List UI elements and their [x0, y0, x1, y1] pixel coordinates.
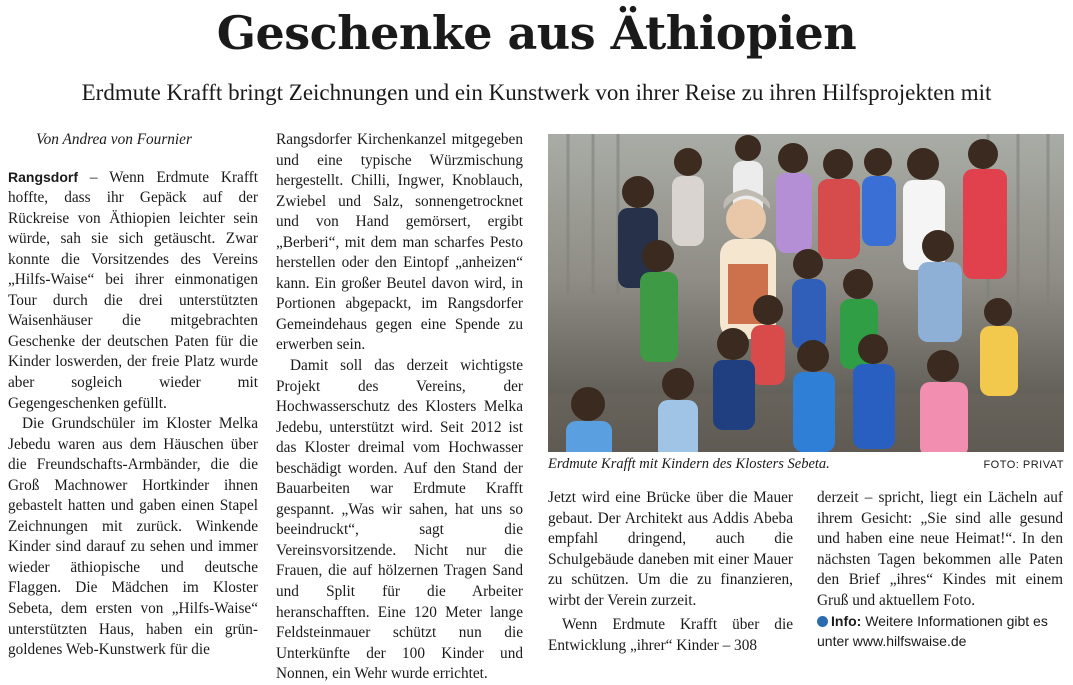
group-photo-illustration: [548, 134, 1064, 452]
article-column-3: [548, 488, 793, 656]
paragraph: Wenn Erdmute Krafft über die Entwicklung „ihrer“ Kinder – 308: [548, 616, 793, 654]
paragraph: Damit soll das derzeit wichtigste Projekt des Vereins, der Hochwasserschutz des Klosters Melka Jedebu, unterstützt wird. Seit 2012 ist das Kloster dreimal vom Hochwasser beschädigt worden. Auf den Stand der Bauarbeiten war Erdmute Krafft gespannt. „Was wir sahen, hat uns so beeindruckt“, sagt die Vereinsvorsitzende. Nicht nur die Frauen, die auf hölzernen Tragen Sand und Split für die Arbeiter heranschafften. Eine 120 Meter lange Feldsteinmauer schützt nun die Unterkünfte der 100 Kinder und Nonnen, ein Wehr wurde errichtet.: [276, 357, 523, 683]
paragraph: [8, 167, 258, 415]
info-text: Weitere Informationen gibt es unter www.hilfswaise.de: [817, 613, 1048, 650]
headline: Geschenke aus Äthiopien: [216, 6, 857, 60]
paragraph: derzeit – spricht, liegt ein Lächeln auf ihrem Gesicht: „Sie sind alle gesund und haben eine neue Heimat!“. In den nächsten Tagen bekommen alle Paten den Brief „ihres“ Kindes mit einem Gruß und aktuellem Foto.: [817, 489, 1063, 609]
subheadline: Erdmute Krafft bringt Zeichnungen und ein Kunstwerk von ihrer Reise zu ihren Hilfsprojekten mit: [81, 80, 992, 105]
paragraph: Die Grundschüler im Kloster Melka Jebedu waren aus dem Häuschen über die Freundschafts-Armbänder, die die Groß Machnower Hortkinder ihnen gebastelt hatten und gaben einen Stapel Zeichnungen mit zurück. Winkende Kinder sind darauf zu sehen und immer wieder äthiopische und deutsche Flaggen. Die Mädchen im Kloster Sebeta, dem ersten von „Hilfs-Waise“ unterstützten Haus, haben ein grün-goldenes Web-Kunstwerk für die: [8, 415, 258, 659]
paragraph: Jetzt wird eine Brücke über die Mauer gebaut. Der Architekt aus Addis Abeba empfahl dringend, auch die Schulgebäude daneben mit einer Mauer zu schützen. Um die zu finanzieren, wirbt der Verein zurzeit.: [548, 489, 793, 609]
article-column-1: [8, 130, 258, 661]
article-photo: [548, 134, 1064, 452]
info-label: Info:: [831, 613, 862, 630]
dateline-place: Rangsdorf: [8, 168, 78, 185]
article-column-4: [817, 488, 1063, 651]
article-column-2: [276, 130, 523, 685]
info-box: [817, 611, 1063, 651]
photo-caption-bar: [548, 456, 1064, 476]
paragraph-text: – Wenn Erdmute Krafft hoffte, dass ihr Gepäck auf der Rückreise von Äthiopien leichter sein würde, sah sie sich getäuscht. Zwar konnte die Vorsitzendes des Vereins „Hilfs-Waise“ bei ihrer einmonatigen Tour durch die drei unterstützten Waisenhäuser die mitgebrachten Geschenke der deutschen Paten für die Kinder loswerden, der freie Platz wurde aber sogleich wieder mit Gegengeschenken gefüllt.: [8, 168, 258, 412]
photo-caption: Erdmute Krafft mit Kindern des Klosters Sebeta.: [548, 456, 830, 472]
photo-credit: FOTO: PRIVAT: [983, 459, 1064, 471]
byline: Von Andrea von Fournier: [36, 131, 192, 148]
paragraph: Rangsdorfer Kirchenkanzel mitgegeben und eine typische Würzmischung hergestellt. Chilli, Ingwer, Knoblauch, Zwiebel und Salz, sonnengetrocknet und von Hand gemörsert, ergibt „Berberi“, mit dem man scharfes Pesto herstellen oder den Eintopf „anheizen“ kann. Ein großer Beutel davon wird, in Portionen abgepackt, im Rangsdorfer Gemeindehaus gegen eine Spende zu erwerben sein.: [276, 131, 523, 354]
info-bullet-icon: [817, 616, 828, 627]
